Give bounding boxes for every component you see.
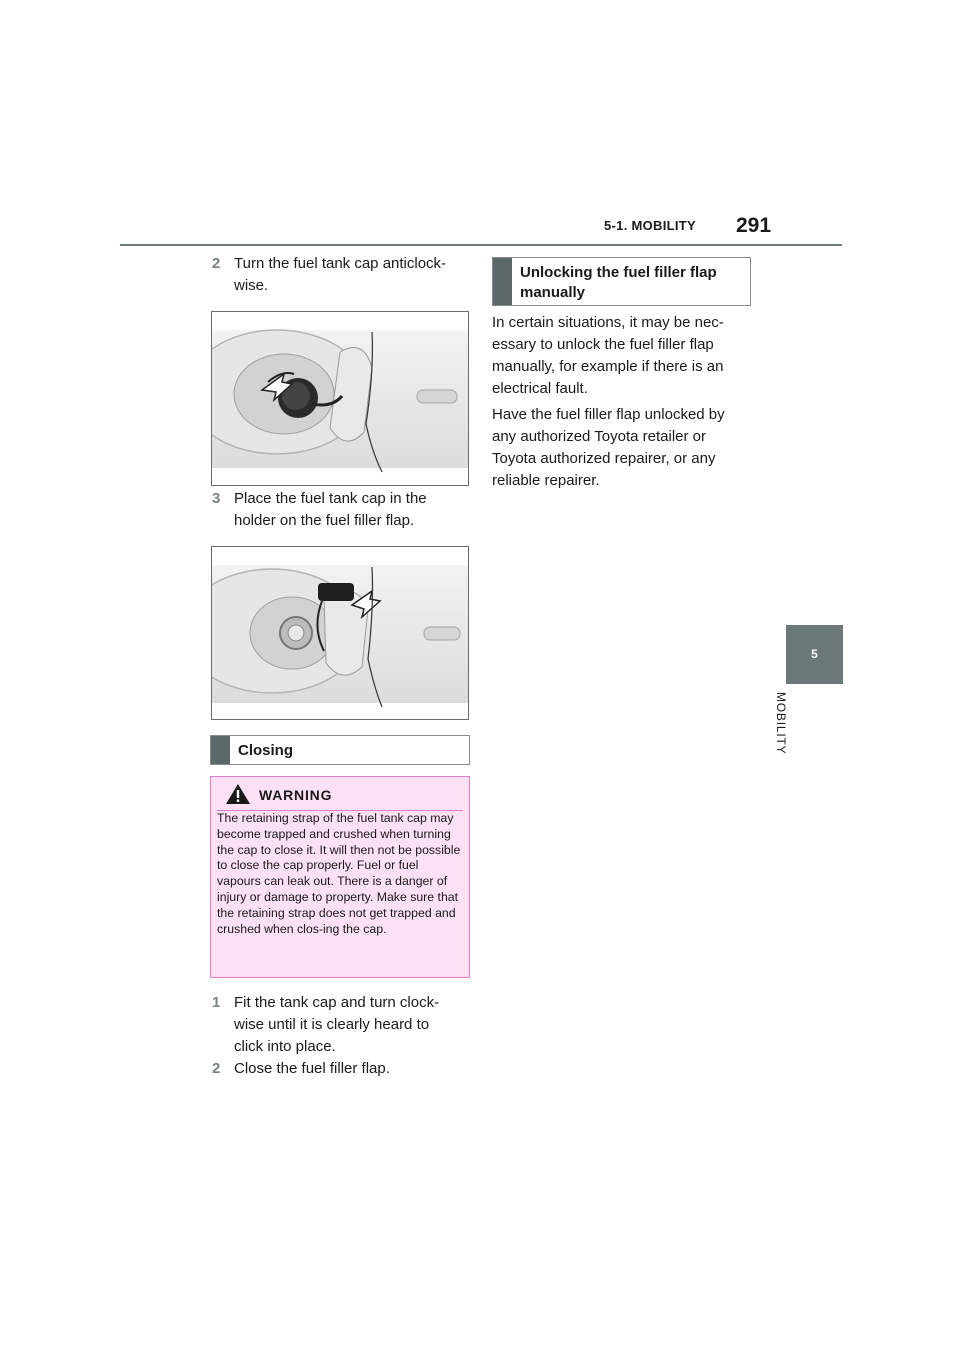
section-title: 5-1. MOBILITY xyxy=(604,218,697,233)
warning-header xyxy=(211,782,469,808)
heading-bar xyxy=(493,258,512,305)
paragraph-line: any authorized Toyota retailer or xyxy=(492,428,707,445)
step-text-line: Fit the tank cap and turn clock- xyxy=(234,994,440,1011)
header-rule xyxy=(120,244,842,246)
heading-text: Closing xyxy=(238,742,293,759)
warning-box xyxy=(210,776,470,978)
step-number: 2 xyxy=(212,255,221,272)
step-turn-cap xyxy=(212,253,472,297)
step-text-line: Close the fuel filler flap. xyxy=(234,1060,390,1077)
paragraph-line: reliable repairer. xyxy=(492,472,600,489)
step-text-line: Turn the fuel tank cap anticlock- xyxy=(234,255,447,272)
heading-bar xyxy=(211,736,230,764)
chapter-label xyxy=(774,692,812,772)
step-text-line: click into place. xyxy=(234,1038,336,1055)
step-number: 1 xyxy=(212,994,221,1011)
warning-title: WARNING xyxy=(259,787,333,803)
step-close-flap xyxy=(212,1058,472,1080)
paragraph-line: electrical fault. xyxy=(492,380,588,397)
step-place-cap xyxy=(212,488,472,532)
closing-heading xyxy=(210,735,470,765)
page-number: 291 xyxy=(736,214,772,237)
step-number: 2 xyxy=(212,1060,221,1077)
chapter-label-text: MOBILITY xyxy=(774,692,788,755)
paragraph-manual-unlock xyxy=(492,312,752,400)
paragraph-line: manually, for example if there is an xyxy=(492,358,724,375)
warning-triangle-icon xyxy=(225,783,251,805)
step-fit-cap xyxy=(212,992,472,1058)
step-number: 3 xyxy=(212,490,221,507)
step-text-line: wise until it is clearly heard to xyxy=(234,1016,430,1033)
chapter-tab[interactable]: 5 xyxy=(786,625,843,684)
step-text-line: Place the fuel tank cap in the xyxy=(234,490,427,507)
paragraph-line: In certain situations, it may be nec- xyxy=(492,314,724,331)
paragraph-line: Toyota authorized repairer, or any xyxy=(492,450,716,467)
step-text-line: holder on the fuel filler flap. xyxy=(234,512,415,529)
cap-holder-illustration xyxy=(212,547,469,720)
paragraph-repairer xyxy=(492,404,752,492)
heading-text: Unlocking the fuel filler flap manually xyxy=(520,264,717,301)
paragraph-line: essary to unlock the fuel filler flap xyxy=(492,336,714,353)
warning-text: The retaining strap of the fuel tank cap may become trapped and crushed when turning the cap to close it. It will then not be possible to close the cap properly. Fuel or fuel vapours can leak out. There is a danger of injury or damage to property. Make sure that the retaining strap does not get trapped and crushed when clos-ing the cap. xyxy=(217,811,461,936)
fuel-cap-illustration xyxy=(212,312,469,486)
figure-place-cap xyxy=(211,546,469,720)
paragraph-line: Have the fuel filler flap unlocked by xyxy=(492,406,725,423)
figure-turn-cap xyxy=(211,311,469,486)
step-text-line: wise. xyxy=(234,277,269,294)
unlock-heading xyxy=(492,257,751,306)
